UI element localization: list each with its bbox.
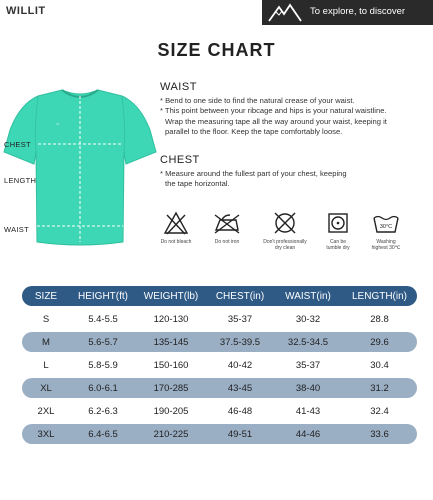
table-cell: 28.8 — [370, 313, 389, 325]
table-cell: M — [22, 332, 70, 352]
care-item — [261, 208, 309, 251]
care-item — [314, 208, 362, 251]
waist-label: WAIST — [4, 225, 29, 234]
table-cell: 40-42 — [227, 359, 253, 371]
length-label: LENGTH — [4, 176, 37, 185]
table-cell: 120-130 — [153, 313, 189, 325]
waist-line: * Bend to one side to find the natural crease of your waist. — [160, 95, 355, 105]
table-cell: 32.4 — [370, 405, 389, 417]
care-item — [152, 208, 200, 245]
table-cell: 30-32 — [295, 313, 321, 325]
care-caption: Don't professionally — [263, 239, 307, 245]
table-cell: 35-37 — [295, 359, 321, 371]
table-cell: 6.2-6.3 — [88, 405, 118, 417]
table-cell: 29.6 — [342, 332, 417, 352]
care-caption: Do not bleach — [160, 239, 192, 245]
care-caption: highest 30℃ — [371, 245, 401, 251]
table-row — [22, 332, 417, 352]
table-cell: 44-46 — [274, 424, 342, 444]
table-header-row — [22, 286, 417, 306]
tumble-dry-icon — [314, 208, 362, 238]
waist-line: Wrap the measuring tape all the way around your waist, keeping it — [165, 116, 387, 126]
waist-description — [160, 82, 387, 138]
slogan-text: To explore, to discover — [310, 6, 406, 17]
chest-heading: CHEST — [160, 154, 200, 166]
column-header: WEIGHT(lb) — [136, 286, 206, 306]
chest-line: * Measure around the fullest part of your chest, keeping — [160, 168, 347, 178]
table-cell: 33.6 — [342, 424, 417, 444]
table-cell: XL — [22, 378, 70, 398]
table-cell: 37.5-39.5 — [206, 332, 274, 352]
table-cell: 49-51 — [206, 424, 274, 444]
table-cell: S — [42, 313, 50, 325]
table-row — [22, 352, 417, 378]
care-caption: Can be — [329, 239, 347, 245]
mountain-icon — [268, 3, 306, 22]
table-cell: 150-160 — [153, 359, 189, 371]
table-cell: 2XL — [37, 405, 55, 417]
brand-logo: WILLIT — [6, 5, 46, 17]
table-cell: 30.4 — [370, 359, 389, 371]
table-row — [22, 378, 417, 398]
column-header: CHEST(in) — [206, 286, 274, 306]
care-caption: tumble dry — [326, 245, 350, 251]
waist-heading: WAIST — [160, 81, 197, 93]
table-cell: 3XL — [22, 424, 70, 444]
svg-text:~: ~ — [56, 122, 60, 128]
table-cell: L — [43, 359, 49, 371]
care-caption: Do not iron — [214, 239, 240, 245]
table-cell: 46-48 — [227, 405, 253, 417]
table-cell: 41-43 — [295, 405, 321, 417]
chest-description — [160, 155, 347, 190]
table-cell: 5.6-5.7 — [70, 332, 136, 352]
care-caption: Washing — [376, 239, 396, 245]
size-table — [22, 286, 417, 444]
column-header: LENGTH(in) — [342, 286, 417, 306]
table-cell: 38-40 — [274, 378, 342, 398]
table-cell: 43-45 — [206, 378, 274, 398]
column-header: HEIGHT(ft) — [70, 286, 136, 306]
table-cell: 170-285 — [136, 378, 206, 398]
care-item — [203, 208, 251, 245]
table-cell: 32.5-34.5 — [274, 332, 342, 352]
wash-30-icon — [362, 208, 410, 238]
column-header: SIZE — [22, 286, 70, 306]
care-caption: dry clean — [274, 245, 296, 251]
waist-line: * This point between your ribcage and hips is your natural waistline. — [160, 106, 387, 116]
table-cell: 5.4-5.5 — [88, 313, 118, 325]
table-cell: 6.0-6.1 — [70, 378, 136, 398]
table-cell: 135-145 — [136, 332, 206, 352]
table-cell: 210-225 — [136, 424, 206, 444]
table-cell: 5.8-5.9 — [88, 359, 118, 371]
table-row — [22, 306, 417, 332]
chest-label: CHEST — [4, 140, 31, 149]
table-cell: 190-205 — [153, 405, 189, 417]
waist-line: parallel to the floor. Keep the tape comfortably loose. — [165, 127, 343, 137]
care-item — [362, 208, 410, 251]
column-header: WAIST(in) — [274, 286, 342, 306]
no-dry-clean-icon — [261, 208, 309, 238]
table-cell: 31.2 — [342, 378, 417, 398]
table-row — [22, 424, 417, 444]
no-bleach-icon — [152, 208, 200, 238]
page-title: SIZE CHART — [157, 40, 276, 60]
table-cell: 6.4-6.5 — [70, 424, 136, 444]
slogan-banner — [262, 0, 433, 25]
wash-temp-mark: 30°C — [379, 224, 393, 230]
chest-line: the tape horizontal. — [165, 179, 230, 189]
no-iron-icon — [203, 208, 251, 238]
table-cell: 35-37 — [227, 313, 253, 325]
table-row — [22, 398, 417, 424]
